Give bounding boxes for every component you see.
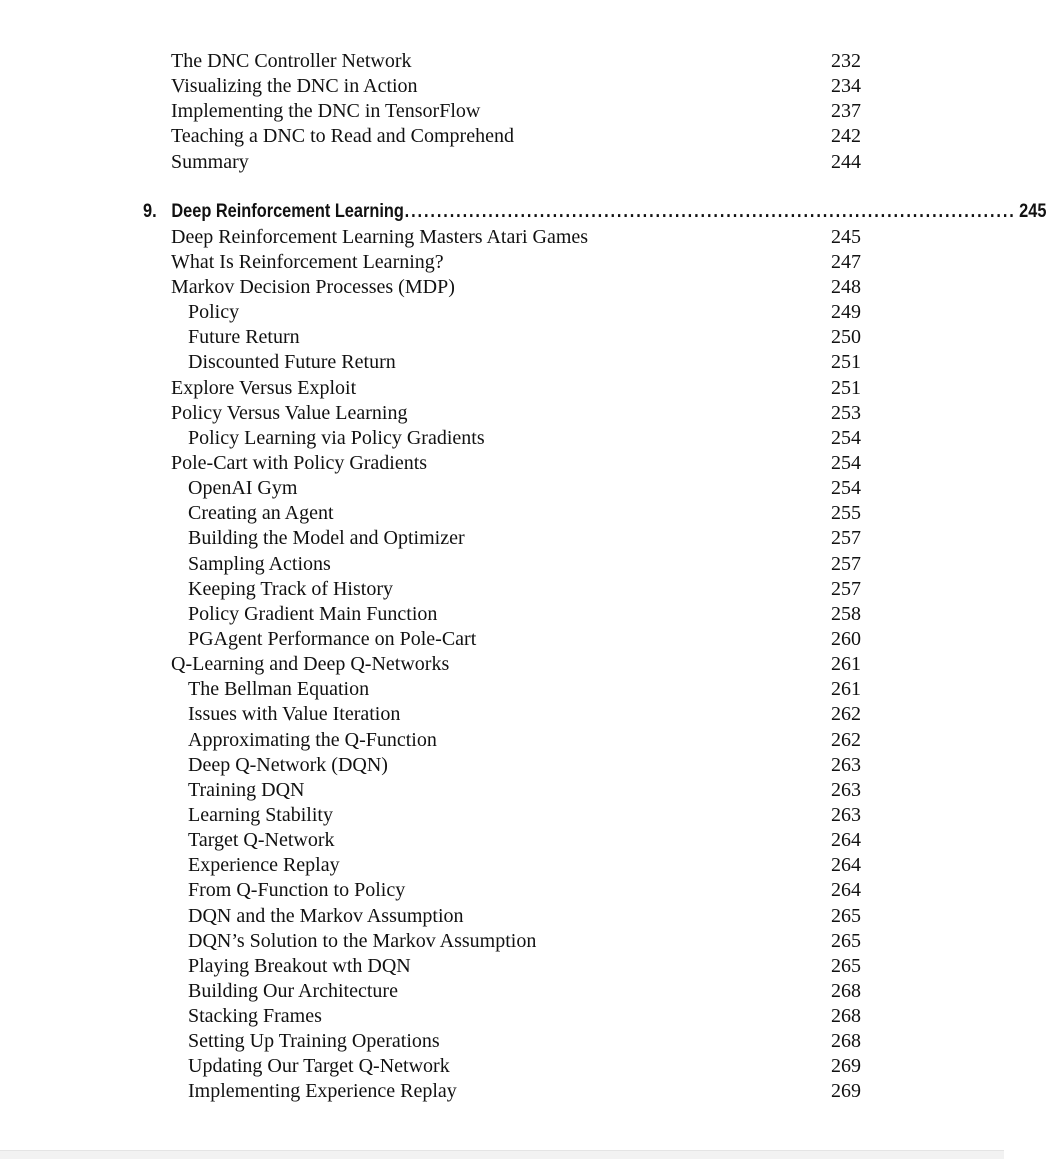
toc-entry[interactable] bbox=[0, 376, 1004, 401]
toc-entry-title: Q-Learning and Deep Q-Networks bbox=[171, 653, 450, 676]
toc-entry-title: PGAgent Performance on Pole-Cart bbox=[188, 627, 477, 650]
toc-entry-page-number: 263 bbox=[831, 803, 861, 826]
toc-entry-title: The DNC Controller Network bbox=[171, 50, 412, 72]
toc-entry-page-number: 260 bbox=[831, 627, 861, 650]
toc-entry[interactable] bbox=[0, 753, 1004, 778]
chapter-title: Deep Reinforcement Learning bbox=[171, 200, 404, 222]
toc-entry-title: From Q-Function to Policy bbox=[188, 879, 406, 902]
toc-entry-title: Policy bbox=[188, 301, 240, 324]
toc-entry-page-number: 237 bbox=[831, 100, 861, 123]
toc-entry-page-number: 244 bbox=[831, 150, 861, 173]
toc-entry[interactable] bbox=[0, 652, 1004, 677]
toc-entry-page-number: 251 bbox=[831, 376, 861, 399]
chapter-page-number: 245 bbox=[1019, 200, 1046, 222]
toc-entry[interactable] bbox=[0, 526, 1004, 551]
toc-entry-page-number: 265 bbox=[831, 954, 861, 977]
toc-entry-title: Stacking Frames bbox=[188, 1005, 322, 1028]
toc-entry-title: Summary bbox=[171, 150, 249, 173]
toc-entry-title: Discounted Future Return bbox=[188, 351, 396, 374]
toc-entry-title: Building the Model and Optimizer bbox=[188, 527, 465, 550]
toc-entry[interactable] bbox=[0, 451, 1004, 476]
toc-entry-title: Updating Our Target Q-Network bbox=[188, 1055, 450, 1078]
dot-leader: ............................................................................................... bbox=[404, 200, 1016, 222]
toc-entry-page-number: 268 bbox=[831, 1005, 861, 1028]
toc-entry-title: DQN and the Markov Assumption bbox=[188, 904, 464, 927]
toc-entry-title: Keeping Track of History bbox=[188, 577, 393, 600]
toc-entry[interactable] bbox=[0, 476, 1004, 501]
toc-entry-page-number: 265 bbox=[831, 904, 861, 927]
toc-entry-page-number: 254 bbox=[831, 451, 861, 474]
toc-entry[interactable] bbox=[0, 602, 1004, 627]
toc-entry[interactable] bbox=[0, 627, 1004, 652]
toc-entry[interactable] bbox=[0, 954, 1004, 979]
toc-entry-page-number: 247 bbox=[831, 250, 861, 273]
toc-entry-page-number: 268 bbox=[831, 1030, 861, 1053]
toc-entry[interactable] bbox=[0, 803, 1004, 828]
toc-entry-page-number: 261 bbox=[831, 653, 861, 676]
toc-entry[interactable] bbox=[0, 929, 1004, 954]
toc-entry-title: Experience Replay bbox=[188, 854, 340, 877]
toc-entry[interactable] bbox=[0, 99, 1004, 124]
toc-entry-title: Target Q-Network bbox=[188, 829, 335, 852]
toc-entry-page-number: 251 bbox=[831, 351, 861, 374]
toc-entry-title: OpenAI Gym bbox=[188, 477, 298, 500]
toc-entry[interactable] bbox=[0, 1029, 1004, 1054]
toc-entry[interactable] bbox=[0, 778, 1004, 803]
toc-entry-title: Policy Gradient Main Function bbox=[188, 602, 438, 625]
toc-entry[interactable] bbox=[0, 552, 1004, 577]
toc-entry-title: DQN’s Solution to the Markov Assumption bbox=[188, 929, 537, 952]
toc-entry-title: Policy Learning via Policy Gradients bbox=[188, 426, 485, 449]
toc-entry-title: What Is Reinforcement Learning? bbox=[171, 250, 444, 273]
toc-entry-page-number: 245 bbox=[831, 225, 861, 248]
toc-entry-page-number: 261 bbox=[831, 678, 861, 701]
toc-entry-page-number: 262 bbox=[831, 703, 861, 726]
table-of-contents bbox=[0, 49, 1046, 1105]
chapter-heading[interactable] bbox=[20, 199, 1046, 225]
toc-entry[interactable] bbox=[0, 853, 1004, 878]
toc-entry[interactable] bbox=[0, 904, 1004, 929]
toc-entry[interactable] bbox=[0, 728, 1004, 753]
toc-entry-title: The Bellman Equation bbox=[188, 678, 370, 701]
toc-entry[interactable] bbox=[0, 1079, 1004, 1104]
toc-entry-title: Visualizing the DNC in Action bbox=[171, 75, 418, 98]
chapter-entries-section bbox=[0, 225, 1004, 1105]
toc-entry-title: Implementing Experience Replay bbox=[188, 1080, 457, 1103]
toc-entry-page-number: 234 bbox=[831, 75, 861, 98]
toc-entry[interactable] bbox=[0, 250, 1004, 275]
toc-entry[interactable] bbox=[0, 577, 1004, 602]
toc-entry-title: Deep Reinforcement Learning Masters Atari Games bbox=[171, 225, 589, 248]
toc-entry[interactable] bbox=[0, 1004, 1004, 1029]
toc-entry[interactable] bbox=[0, 300, 1004, 325]
toc-entry-page-number: 264 bbox=[831, 829, 861, 852]
toc-entry-page-number: 262 bbox=[831, 728, 861, 751]
toc-entry-title: Future Return bbox=[188, 326, 300, 349]
toc-entry-page-number: 264 bbox=[831, 879, 861, 902]
toc-entry-page-number: 263 bbox=[831, 778, 861, 801]
toc-entry[interactable] bbox=[0, 74, 1004, 99]
toc-entry-page-number: 258 bbox=[831, 602, 861, 625]
toc-entry-page-number: 264 bbox=[831, 854, 861, 877]
toc-entry[interactable] bbox=[0, 225, 1004, 250]
toc-entry[interactable] bbox=[0, 979, 1004, 1004]
toc-entry-page-number: 263 bbox=[831, 753, 861, 776]
toc-entry[interactable] bbox=[0, 350, 1004, 375]
toc-entry[interactable] bbox=[0, 426, 1004, 451]
toc-entry-page-number: 268 bbox=[831, 979, 861, 1002]
toc-entry-title: Approximating the Q-Function bbox=[188, 728, 437, 751]
toc-entry[interactable] bbox=[0, 401, 1004, 426]
toc-entry[interactable] bbox=[0, 702, 1004, 727]
toc-entry-title: Policy Versus Value Learning bbox=[171, 401, 408, 424]
toc-entry-title: Training DQN bbox=[188, 778, 305, 801]
toc-entry-title: Sampling Actions bbox=[188, 552, 331, 575]
toc-entry-page-number: 242 bbox=[831, 125, 861, 148]
toc-entry-title: Learning Stability bbox=[188, 803, 333, 826]
toc-entry-title: Markov Decision Processes (MDP) bbox=[171, 275, 455, 298]
toc-entry-title: Building Our Architecture bbox=[188, 979, 398, 1002]
toc-entry[interactable] bbox=[0, 275, 1004, 300]
toc-entry-page-number: 253 bbox=[831, 401, 861, 424]
toc-entry-title: Playing Breakout wth DQN bbox=[188, 954, 411, 977]
toc-entry-page-number: 249 bbox=[831, 301, 861, 324]
chapter-number: 9. bbox=[143, 200, 157, 222]
toc-entry-page-number: 257 bbox=[831, 577, 861, 600]
toc-entry-page-number: 255 bbox=[831, 502, 861, 525]
toc-entry[interactable] bbox=[0, 325, 1004, 350]
toc-entry-page-number: 265 bbox=[831, 929, 861, 952]
toc-entry[interactable] bbox=[0, 828, 1004, 853]
toc-entry-page-number: 257 bbox=[831, 527, 861, 550]
toc-entry-page-number: 232 bbox=[831, 50, 861, 72]
toc-entry-page-number: 269 bbox=[831, 1080, 861, 1103]
toc-entry[interactable] bbox=[0, 124, 1004, 149]
toc-entry-title: Creating an Agent bbox=[188, 502, 334, 525]
toc-entry[interactable] bbox=[0, 677, 1004, 702]
toc-entry-page-number: 254 bbox=[831, 477, 861, 500]
toc-entry-title: Setting Up Training Operations bbox=[188, 1030, 440, 1053]
toc-entry[interactable] bbox=[0, 878, 1004, 903]
toc-entry[interactable] bbox=[0, 49, 1004, 74]
toc-entry-page-number: 269 bbox=[831, 1055, 861, 1078]
toc-continued-section bbox=[0, 49, 1004, 175]
toc-entry-title: Pole-Cart with Policy Gradients bbox=[171, 451, 428, 474]
toc-entry-page-number: 254 bbox=[831, 426, 861, 449]
toc-entry[interactable] bbox=[0, 150, 1004, 175]
toc-entry-page-number: 257 bbox=[831, 552, 861, 575]
toc-entry-title: Teaching a DNC to Read and Comprehend bbox=[171, 125, 514, 148]
toc-entry-title: Explore Versus Exploit bbox=[171, 376, 357, 399]
toc-entry-page-number: 250 bbox=[831, 326, 861, 349]
page-bottom-edge bbox=[0, 1150, 1004, 1159]
toc-entry-title: Deep Q-Network (DQN) bbox=[188, 753, 388, 776]
toc-entry-page-number: 248 bbox=[831, 275, 861, 298]
toc-entry-title: Implementing the DNC in TensorFlow bbox=[171, 100, 481, 123]
toc-entry[interactable] bbox=[0, 501, 1004, 526]
toc-entry-title: Issues with Value Iteration bbox=[188, 703, 401, 726]
section-gap bbox=[0, 175, 1004, 199]
toc-entry[interactable] bbox=[0, 1054, 1004, 1079]
